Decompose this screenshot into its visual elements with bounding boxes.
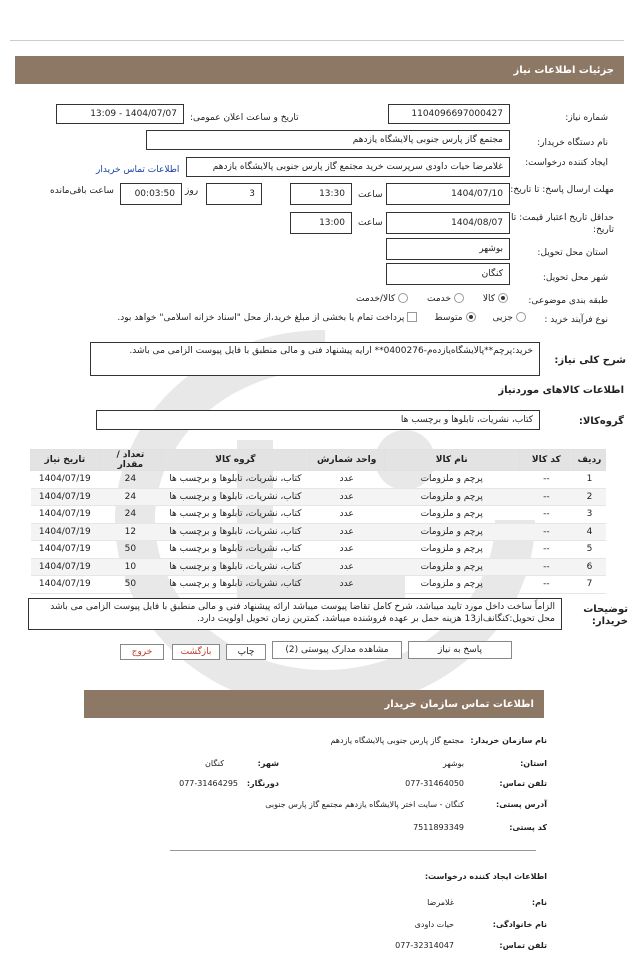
items-table bbox=[30, 449, 606, 594]
table-header-row bbox=[31, 450, 606, 471]
table-row bbox=[31, 523, 606, 541]
deadline-time-field: 13:30 bbox=[290, 183, 352, 205]
deadline-date-field: 1404/07/10 bbox=[386, 183, 510, 205]
province-field: بوشهر bbox=[386, 238, 510, 260]
deadline-time-label: ساعت bbox=[358, 190, 383, 200]
reply-button[interactable]: پاسخ به نیاز bbox=[408, 641, 512, 659]
cell-row: 2 bbox=[573, 488, 605, 506]
buyer-org-label: نام دستگاه خریدار: bbox=[537, 138, 608, 148]
cell-unit: عدد bbox=[309, 558, 384, 576]
cell-code: -- bbox=[519, 471, 573, 489]
category-option-goods[interactable]: کالا bbox=[483, 294, 508, 304]
buyer-notes-label: توضیحات خریدار: bbox=[583, 604, 628, 627]
table-row bbox=[31, 576, 606, 594]
buyer-contact-link[interactable]: اطلاعات تماس خریدار bbox=[96, 165, 180, 175]
cell-group: کتاب، نشریات، تابلوها و برچسب ها bbox=[162, 576, 310, 594]
cell-code: -- bbox=[519, 541, 573, 559]
creator-name: غلامرضا bbox=[427, 898, 454, 907]
cell-group: کتاب، نشریات، تابلوها و برچسب ها bbox=[162, 471, 310, 489]
cell-name: پرچم و ملزومات bbox=[384, 523, 519, 541]
cell-code: -- bbox=[519, 576, 573, 594]
process-radio-group bbox=[117, 312, 526, 323]
cell-qty: 24 bbox=[99, 471, 161, 489]
view-attachments-button[interactable]: مشاهده مدارک پیوستی (2) bbox=[272, 641, 402, 659]
cell-date: 1404/07/19 bbox=[31, 488, 100, 506]
contact-postal: 7511893349 bbox=[413, 823, 464, 832]
category-radio-group bbox=[356, 293, 508, 304]
cell-group: کتاب، نشریات، تابلوها و برچسب ها bbox=[162, 506, 310, 524]
table-row bbox=[31, 541, 606, 559]
cell-name: پرچم و ملزومات bbox=[384, 471, 519, 489]
radio-icon[interactable] bbox=[466, 312, 476, 322]
cell-code: -- bbox=[519, 488, 573, 506]
cell-group: کتاب، نشریات، تابلوها و برچسب ها bbox=[162, 488, 310, 506]
back-button[interactable]: بازگشت bbox=[172, 644, 220, 660]
cell-qty: 12 bbox=[99, 523, 161, 541]
table-row bbox=[31, 471, 606, 489]
cell-row: 5 bbox=[573, 541, 605, 559]
cell-row: 1 bbox=[573, 471, 605, 489]
cell-date: 1404/07/19 bbox=[31, 471, 100, 489]
remaining-time-field: 00:03:50 bbox=[120, 183, 182, 205]
cell-unit: عدد bbox=[309, 541, 384, 559]
creator-family: حیات داودی bbox=[414, 920, 454, 929]
description-label: شرح کلی نیاز: bbox=[554, 355, 626, 366]
checkbox-icon[interactable] bbox=[407, 312, 417, 322]
treasury-payment-checkbox[interactable]: پرداخت تمام یا بخشی از مبلغ خرید،از محل "اسناد خزانه اسلامی" خواهد بود. bbox=[117, 313, 417, 323]
category-label: طبقه بندی موضوعی: bbox=[528, 296, 608, 306]
radio-icon[interactable] bbox=[454, 293, 464, 303]
city-field: کنگان bbox=[386, 263, 510, 285]
contact-header bbox=[84, 690, 544, 718]
cell-group: کتاب، نشریات، تابلوها و برچسب ها bbox=[162, 558, 310, 576]
section-header bbox=[15, 56, 624, 84]
cell-date: 1404/07/19 bbox=[31, 576, 100, 594]
exit-button[interactable]: خروج bbox=[120, 644, 164, 660]
table-row bbox=[31, 558, 606, 576]
cell-date: 1404/07/19 bbox=[31, 541, 100, 559]
goods-group-field: کتاب، نشریات، تابلوها و برچسب ها bbox=[96, 410, 540, 430]
radio-icon[interactable] bbox=[516, 312, 526, 322]
table-row bbox=[31, 506, 606, 524]
col-unit: واحد شمارش bbox=[309, 450, 384, 471]
cell-name: پرچم و ملزومات bbox=[384, 488, 519, 506]
creator-info-title: اطلاعات ایجاد کننده درخواست: bbox=[424, 872, 547, 881]
cell-unit: عدد bbox=[309, 576, 384, 594]
cell-unit: عدد bbox=[309, 506, 384, 524]
cell-name: پرچم و ملزومات bbox=[384, 541, 519, 559]
days-label: روز bbox=[185, 186, 199, 196]
cell-qty: 24 bbox=[99, 488, 161, 506]
col-qty: تعداد / مقدار bbox=[99, 450, 161, 471]
process-option-medium[interactable]: متوسط bbox=[434, 313, 475, 323]
buyer-org-field: مجتمع گاز پارس جنوبی پالایشگاه یازدهم bbox=[146, 130, 510, 150]
goods-group-label: گروه‌کالا: bbox=[578, 416, 624, 427]
announce-field: 1404/07/07 - 13:09 bbox=[56, 104, 184, 124]
cell-date: 1404/07/19 bbox=[31, 558, 100, 576]
announce-label: تاریخ و ساعت اعلان عمومی: bbox=[190, 113, 299, 123]
category-option-service[interactable]: خدمت bbox=[427, 294, 464, 304]
cell-qty: 10 bbox=[99, 558, 161, 576]
cell-row: 7 bbox=[573, 576, 605, 594]
description-field: خرید:پرچم**پالایشگاه‌یازده‌م-0400276** ارایه پیشنهاد فنی و مالی منطبق با فایل پیوست الزامی می باشد. bbox=[90, 342, 540, 376]
cell-code: -- bbox=[519, 523, 573, 541]
creator-label: ایجاد کننده درخواست: bbox=[525, 158, 608, 168]
top-divider bbox=[10, 40, 624, 41]
province-label: استان محل تحویل: bbox=[537, 248, 608, 258]
contact-phone: 077-31464050 bbox=[405, 779, 464, 788]
radio-icon[interactable] bbox=[398, 293, 408, 303]
cell-name: پرچم و ملزومات bbox=[384, 558, 519, 576]
contact-address: کنگان - سایت اختر پالایشگاه یازدهم مجتمع گاز پارس جنوبی bbox=[265, 800, 464, 809]
cell-name: پرچم و ملزومات bbox=[384, 576, 519, 594]
price-validity-date-field: 1404/08/07 bbox=[386, 212, 510, 234]
col-date: تاریخ نیاز bbox=[31, 450, 100, 471]
cell-qty: 50 bbox=[99, 576, 161, 594]
contact-title: اطلاعات تماس سازمان خریدار bbox=[384, 698, 534, 710]
contact-address-label: آدرس پستی: bbox=[496, 800, 547, 809]
radio-icon[interactable] bbox=[498, 293, 508, 303]
cell-code: -- bbox=[519, 558, 573, 576]
creator-phone: 077-32314047 bbox=[395, 941, 454, 950]
contact-org-label: نام سازمان خریدار: bbox=[470, 736, 547, 745]
cell-date: 1404/07/19 bbox=[31, 506, 100, 524]
price-validity-time-label: ساعت bbox=[358, 218, 383, 228]
process-option-minor[interactable]: جزیی bbox=[492, 313, 526, 323]
buyer-notes-field: الزاماً ساخت داخل مورد تایید میباشد، شرح کامل تقاضا پیوست میباشد ارائه پیشنهاد فنی و مالی منطبق با فایل پیوست الزامی می باشد محل تحویل:کنگانف‌از13 هزینه حمل بر عهده فروشنده میباشد، کمترین زمان تحویل اولویت دارد. bbox=[28, 598, 562, 630]
cell-unit: عدد bbox=[309, 523, 384, 541]
creator-name-label: نام: bbox=[531, 898, 547, 907]
cell-qty: 24 bbox=[99, 506, 161, 524]
creator-phone-label: تلفن تماس: bbox=[499, 941, 547, 950]
category-option-both[interactable]: کالا/خدمت bbox=[356, 294, 408, 304]
cell-name: پرچم و ملزومات bbox=[384, 506, 519, 524]
days-field: 3 bbox=[206, 183, 262, 205]
cell-group: کتاب، نشریات، تابلوها و برچسب ها bbox=[162, 541, 310, 559]
cell-row: 3 bbox=[573, 506, 605, 524]
price-validity-time-field: 13:00 bbox=[290, 212, 352, 234]
section-title: جزئیات اطلاعات نیاز bbox=[513, 64, 614, 76]
contact-fax: 077-31464295 bbox=[179, 779, 238, 788]
cell-date: 1404/07/19 bbox=[31, 523, 100, 541]
contact-city-label: شهر: bbox=[257, 759, 279, 768]
need-number-label: شماره نیاز: bbox=[565, 113, 608, 123]
process-label: نوع فرآیند خرید : bbox=[544, 315, 608, 325]
col-name: نام کالا bbox=[384, 450, 519, 471]
contact-postal-label: کد پستی: bbox=[509, 823, 547, 832]
cell-unit: عدد bbox=[309, 471, 384, 489]
creator-field: غلامرضا حیات داودی سرپرست خرید مجتمع گاز پارس جنوبی پالایشگاه یازدهم bbox=[186, 157, 510, 177]
contact-city: کنگان bbox=[205, 759, 224, 768]
remaining-label: ساعت باقی‌مانده bbox=[50, 186, 114, 196]
col-code: کد کالا bbox=[519, 450, 573, 471]
cell-qty: 50 bbox=[99, 541, 161, 559]
contact-divider bbox=[170, 850, 536, 851]
cell-unit: عدد bbox=[309, 488, 384, 506]
deadline-label: مهلت ارسال پاسخ: تا تاریخ: bbox=[510, 185, 614, 195]
col-row: ردیف bbox=[573, 450, 605, 471]
table-row bbox=[31, 488, 606, 506]
col-group: گروه کالا bbox=[162, 450, 310, 471]
cell-group: کتاب، نشریات، تابلوها و برچسب ها bbox=[162, 523, 310, 541]
price-validity-label: حداقل تاریخ اعتبار قیمت: تا تاریخ: bbox=[511, 213, 614, 235]
table-body bbox=[31, 471, 606, 594]
contact-province-label: استان: bbox=[520, 759, 547, 768]
city-label: شهر محل تحویل: bbox=[542, 273, 608, 283]
cell-row: 6 bbox=[573, 558, 605, 576]
goods-info-title: اطلاعات کالاهای موردنیاز bbox=[498, 385, 624, 396]
need-number-field: 1104096697000427 bbox=[388, 104, 510, 124]
contact-fax-label: دورنگار: bbox=[246, 779, 279, 788]
contact-org: مجتمع گاز پارس جنوبی پالایشگاه یازدهم bbox=[330, 736, 464, 745]
cell-code: -- bbox=[519, 506, 573, 524]
cell-row: 4 bbox=[573, 523, 605, 541]
contact-province: بوشهر bbox=[442, 759, 464, 768]
creator-family-label: نام خانوادگی: bbox=[492, 920, 547, 929]
contact-phone-label: تلفن تماس: bbox=[499, 779, 547, 788]
print-button[interactable]: چاپ bbox=[226, 644, 266, 660]
